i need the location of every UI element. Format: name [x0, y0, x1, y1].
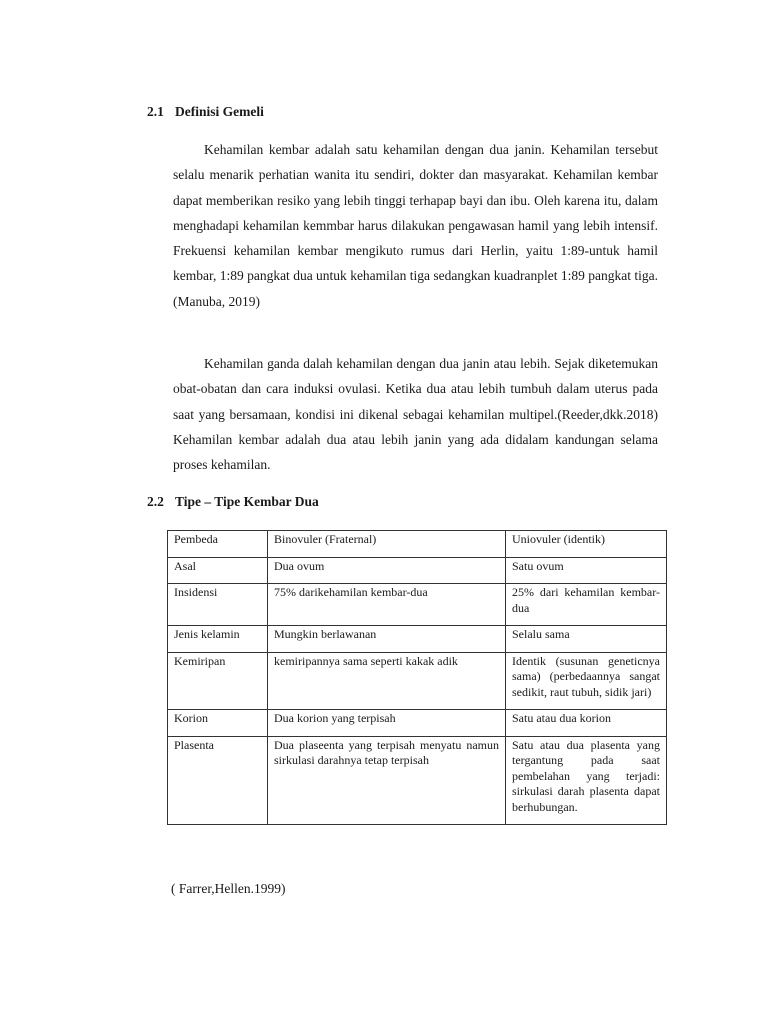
table-cell: Plasenta [168, 736, 268, 825]
section-heading-definisi-gemeli [147, 104, 264, 120]
table-row [168, 710, 667, 737]
comparison-table [167, 530, 667, 825]
table-cell: 75% darikehamilan kembar-dua [268, 584, 506, 626]
section-title: Tipe – Tipe Kembar Dua [175, 494, 319, 509]
paragraph-definisi: Kehamilan kembar adalah satu kehamilan dengan dua janin. Kehamilan tersebut selalu menarik perhatian wanita itu sendiri, dokter dan masyarakat. Kehamilan kembar dapat memberikan resiko yang lebih tinggi terhapap bayi dan ibu. Oleh karena itu, dalam menghadapi kehamilan kemmbar harus dilakukan pengawasan hamil yang lebih intensif. Frekuensi kehamilan kembar mengikuto rumus dari Herlin, yaitu 1:89-untuk hamil kembar, 1:89 pangkat dua untuk kehamilan tiga sedangkan kuadranplet 1:89 pangkat tiga. (Manuba, 2019) [173, 142, 658, 309]
table-cell: Identik (susunan geneticnya sama) (perbedaannya sangat sedikit, raut tubuh, sidik jari) [506, 652, 667, 710]
paragraph-kehamilan-ganda: Kehamilan ganda dalah kehamilan dengan dua janin atau lebih. Sejak diketemukan obat-obatan dan cara induksi ovulasi. Ketika dua atau lebih tumbuh dalam uterus pada saat yang bersamaan, kondisi ini dikenal sebagai kehamilan multipel.(Reeder,dkk.2018) Kehamilan kembar adalah dua atau lebih janin yang ada didalam kandungan selama proses kehamilan. [173, 356, 658, 473]
table-cell: Insidensi [168, 584, 268, 626]
table-cell: Satu ovum [506, 557, 667, 584]
table-row [168, 557, 667, 584]
table-cell: Jenis kelamin [168, 626, 268, 653]
table-cell: Satu atau dua korion [506, 710, 667, 737]
table-cell: Mungkin berlawanan [268, 626, 506, 653]
table-cell: Kemiripan [168, 652, 268, 710]
table-row [168, 584, 667, 626]
header-cell: Pembeda [168, 531, 268, 558]
table-cell: Asal [168, 557, 268, 584]
table-cell: Satu atau dua plasenta yang tergantung pada saat pembelahan yang terjadi: sirkulasi darah plasenta dapat berhubungan. [506, 736, 667, 825]
section-title: Definisi Gemeli [175, 104, 264, 119]
table-cell: Dua ovum [268, 557, 506, 584]
table-cell: Selalu sama [506, 626, 667, 653]
section-heading-tipe-kembar [147, 494, 319, 510]
table-cell: kemiripannya sama seperti kakak adik [268, 652, 506, 710]
header-cell: Uniovuler (identik) [506, 531, 667, 558]
table-row [168, 626, 667, 653]
header-cell: Binovuler (Fraternal) [268, 531, 506, 558]
table-source-citation: ( Farrer,Hellen.1999) [171, 881, 286, 896]
table-cell: Korion [168, 710, 268, 737]
table-cell: Dua plaseenta yang terpisah menyatu namun sirkulasi darahnya tetap terpisah [268, 736, 506, 825]
table-row [168, 652, 667, 710]
table-row [168, 736, 667, 825]
section-number: 2.2 [147, 494, 164, 509]
table-cell: Dua korion yang terpisah [268, 710, 506, 737]
table-cell: 25% dari kehamilan kembar-dua [506, 584, 667, 626]
table-header-row [168, 531, 667, 558]
section-number: 2.1 [147, 104, 164, 119]
